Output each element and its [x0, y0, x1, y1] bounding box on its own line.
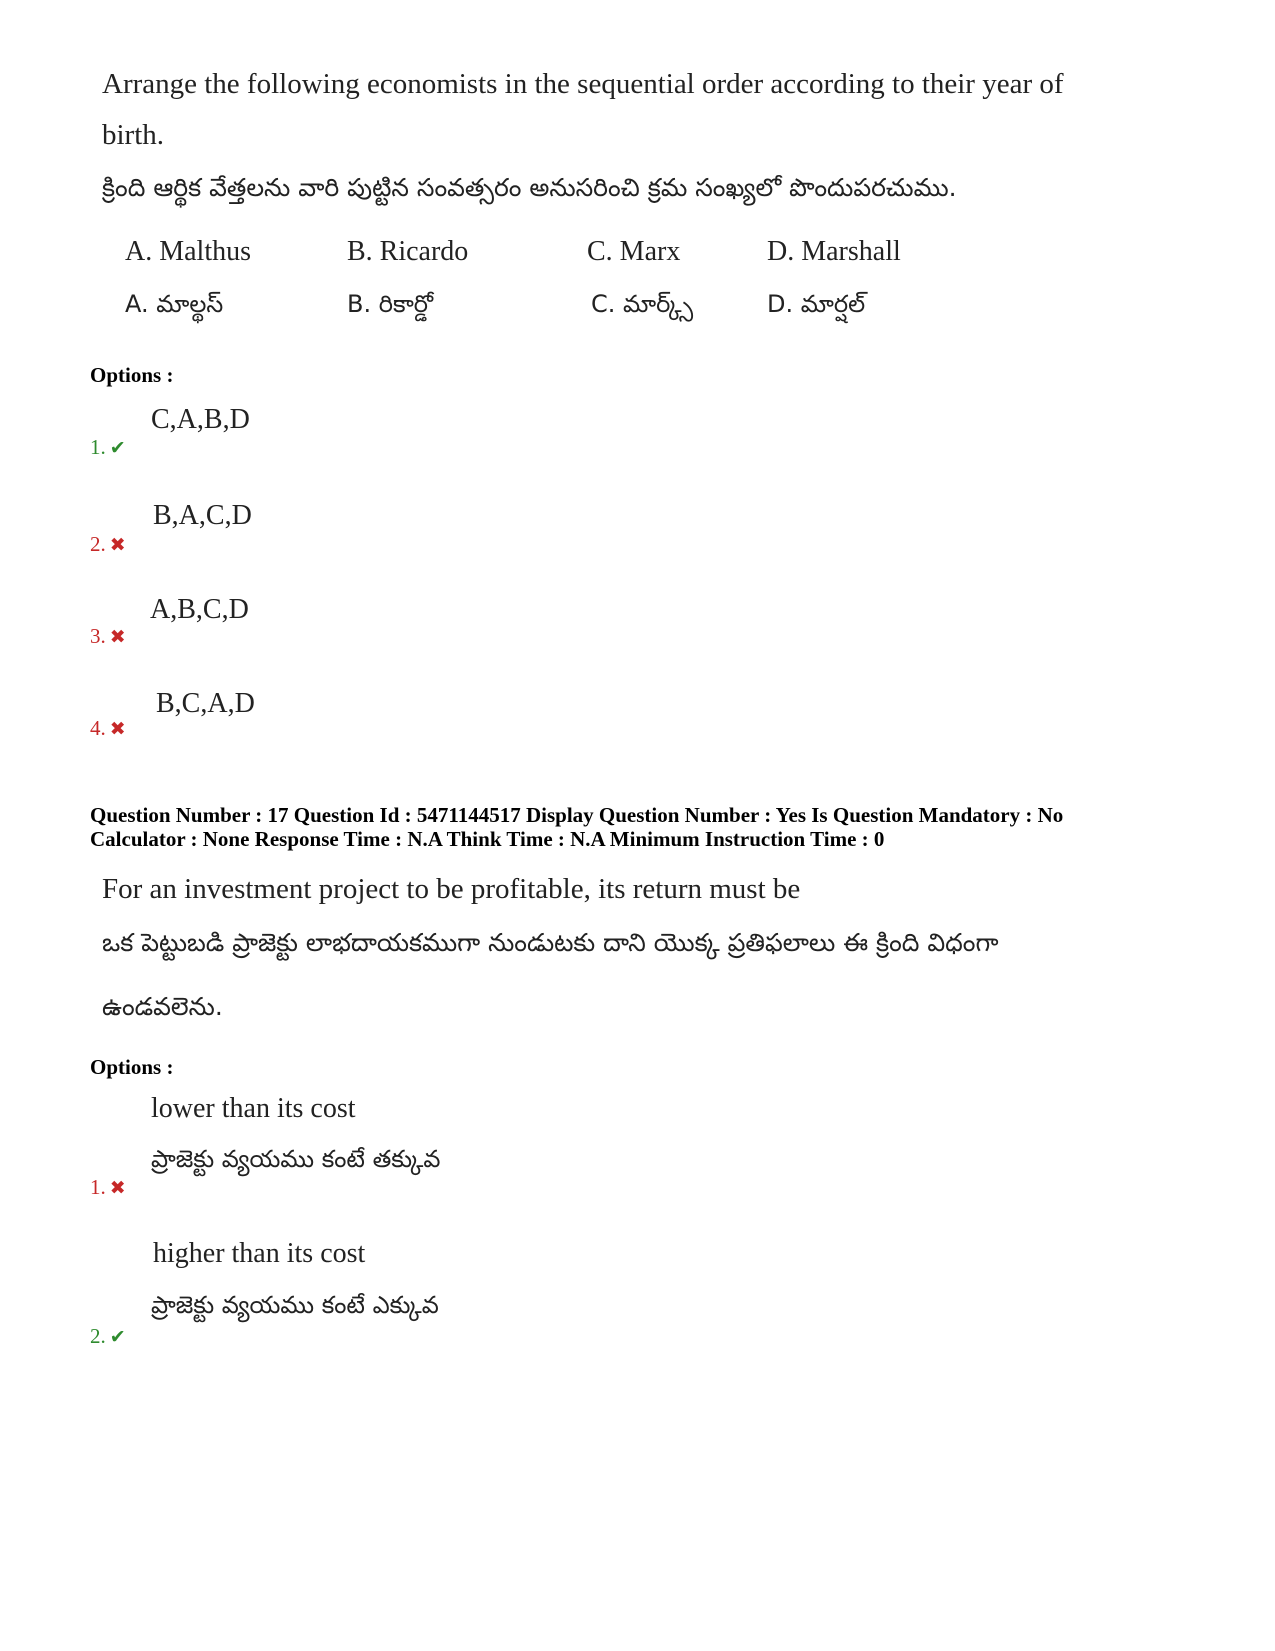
q16-text-telugu: క్రింది ఆర్థిక వేత్తలను వారి పుట్టిన సంవత్సరం అనుసరించి క్రమ సంఖ్యలో పొందుపరచుము. — [102, 173, 957, 202]
q17-option-1-number: 1. — [90, 1175, 106, 1199]
q17-text-telugu-line2: ఉండవలెను. — [102, 992, 223, 1021]
q16-option-3-text: A,B,C,D — [150, 594, 249, 625]
q17-option-2-marker — [90, 1324, 126, 1349]
q16-text-line1: Arrange the following economists in the sequential order according to their year of — [102, 68, 1064, 100]
q16-option-2-marker — [90, 532, 126, 557]
q16-item-d: D. Marshall — [767, 236, 901, 267]
q16-item-b-telugu: B. రికార్డో — [347, 290, 434, 318]
q17-option-1-text: lower than its cost — [151, 1093, 356, 1124]
q16-option-2-number: 2. — [90, 532, 106, 556]
q17-option-2-text-telugu: ప్రాజెక్టు వ్యయము కంటే ఎక్కువ — [151, 1291, 439, 1319]
q17-option-1-marker — [90, 1175, 126, 1200]
q16-option-1-marker — [90, 435, 126, 460]
check-icon: ✔ — [109, 1327, 126, 1348]
q17-option-2-number: 2. — [90, 1324, 106, 1348]
q16-text-line2: birth. — [102, 119, 165, 151]
cross-icon: ✖ — [109, 1178, 126, 1199]
q16-item-c-telugu: C. మార్క్స్ — [591, 290, 694, 318]
q16-item-c: C. Marx — [587, 236, 681, 267]
q16-option-3-number: 3. — [90, 624, 106, 648]
q17-option-1-text-telugu: ప్రాజెక్టు వ్యయము కంటే తక్కువ — [151, 1145, 441, 1173]
q16-item-b: B. Ricardo — [347, 236, 469, 267]
q16-option-2-text: B,A,C,D — [153, 500, 252, 531]
q17-meta-line2: Calculator : None Response Time : N.A Think Time : N.A Minimum Instruction Time : 0 — [90, 827, 885, 851]
q16-option-4-text: B,C,A,D — [156, 688, 255, 719]
q17-text: For an investment project to be profitable, its return must be — [102, 873, 801, 905]
q17-meta-line1: Question Number : 17 Question Id : 5471144517 Display Question Number : Yes Is Question Mandatory : No — [90, 803, 1064, 827]
q16-item-a-telugu: A. మాల్థస్ — [125, 290, 224, 318]
q16-item-a: A. Malthus — [125, 236, 251, 267]
q16-option-3-marker — [90, 624, 126, 649]
q16-options-label: Options : — [90, 363, 174, 387]
q17-option-2-text: higher than its cost — [153, 1238, 366, 1269]
q17-options-label: Options : — [90, 1055, 174, 1079]
q16-option-1-text: C,A,B,D — [151, 404, 250, 435]
q16-option-1-number: 1. — [90, 435, 106, 459]
cross-icon: ✖ — [109, 535, 126, 556]
q16-option-4-marker — [90, 716, 126, 741]
q16-option-4-number: 4. — [90, 716, 106, 740]
check-icon: ✔ — [109, 438, 126, 459]
q17-text-telugu-line1: ఒక పెట్టుబడి ప్రాజెక్టు లాభదాయకముగా నుండుటకు దాని యొక్క ప్రతిఫలాలు ఈ క్రింది విధంగా — [102, 928, 999, 957]
cross-icon: ✖ — [109, 627, 126, 648]
cross-icon: ✖ — [109, 719, 126, 740]
q16-item-d-telugu: D. మార్షల్ — [767, 290, 866, 318]
